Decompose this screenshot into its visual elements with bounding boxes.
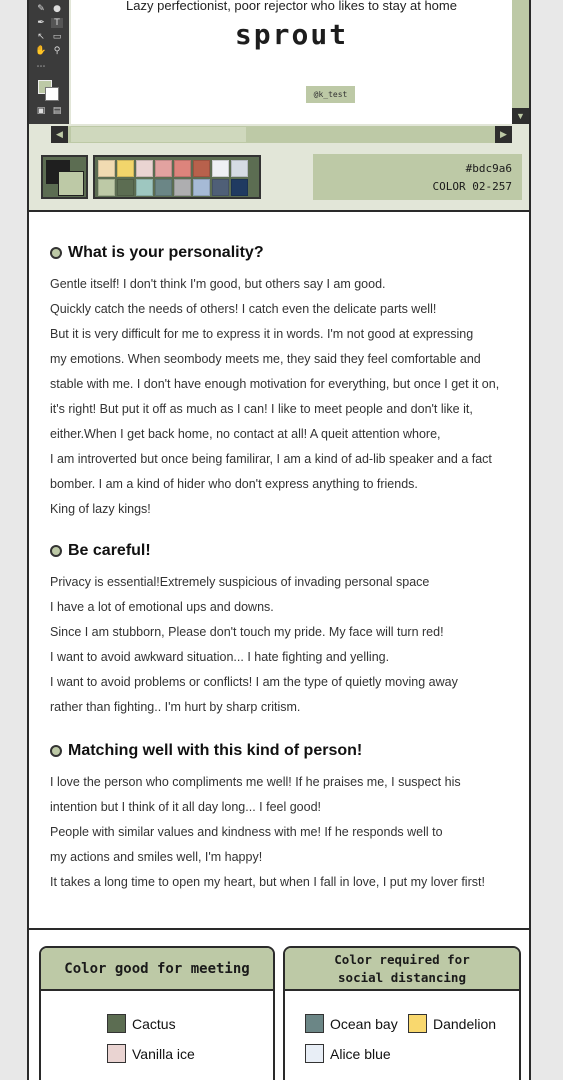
section-matching <box>50 738 520 895</box>
color-name: Alice blue <box>330 1045 391 1062</box>
scroll-left-icon[interactable]: ◀ <box>51 126 68 143</box>
palette-swatch[interactable] <box>98 179 115 196</box>
brush-icon[interactable]: ● <box>53 4 61 14</box>
color-item <box>107 1014 176 1033</box>
text-line: Gentle itself! I don't think I'm good, but others say I am good. <box>50 277 386 291</box>
palette-swatch[interactable] <box>117 160 134 177</box>
color-name: Vanilla ice <box>132 1045 195 1062</box>
vertical-scrollbar[interactable] <box>512 0 529 124</box>
scroll-down-icon[interactable]: ▼ <box>512 108 529 124</box>
text-line: I want to avoid problems or conflicts! I am the type of quietly moving away <box>50 675 458 689</box>
color-item <box>408 1014 496 1033</box>
palette-swatch[interactable] <box>212 160 229 177</box>
section-be-careful <box>50 538 520 720</box>
text-line: People with similar values and kindness with me! If he responds well to <box>50 825 443 839</box>
zoom-icon[interactable]: ⚲ <box>53 46 61 56</box>
rect-icon[interactable]: ▭ <box>52 32 62 42</box>
screen-mode-icon[interactable]: ▤ <box>52 106 62 116</box>
color-name: Ocean bay <box>330 1015 398 1032</box>
section-title: Be careful! <box>68 542 151 559</box>
text-line: I love the person who compliments me well! If he praises me, I suspect his <box>50 775 461 789</box>
card-title-line: Color required for <box>334 951 470 967</box>
text-line: bomber. I am a kind of hider who don't express anything to friends. <box>50 477 418 491</box>
horizontal-scrollbar[interactable] <box>51 126 512 143</box>
card-distancing-colors <box>283 946 521 1080</box>
text-line: either.When I get back home, no contact at all! A queit attention whore, <box>50 427 441 441</box>
editor-panel <box>29 0 529 212</box>
toolbox <box>29 0 69 124</box>
text-line: I have a lot of emotional ups and downs. <box>50 600 274 614</box>
palette-swatch[interactable] <box>193 179 210 196</box>
palette-swatch[interactable] <box>155 160 172 177</box>
color-name: Dandelion <box>433 1015 497 1032</box>
color-code: COLOR 02-257 <box>432 180 512 193</box>
text-line: Quickly catch the needs of others! I catch even the delicate parts well! <box>50 302 437 316</box>
text-line: my emotions. When seombody meets me, they said they feel comfortable and <box>50 352 481 366</box>
color-hex: #bdc9a6 <box>465 162 512 175</box>
palette-swatch[interactable] <box>98 160 115 177</box>
palette-swatch[interactable] <box>117 179 134 196</box>
palette-swatch[interactable] <box>231 160 248 177</box>
eyedropper-icon[interactable]: ✎ <box>37 4 45 14</box>
card-good-colors <box>39 946 275 1080</box>
pen-icon[interactable]: ✒ <box>37 18 45 28</box>
color-swatch <box>408 1014 427 1033</box>
current-background-swatch[interactable] <box>58 171 84 196</box>
scroll-thumb[interactable] <box>71 127 246 142</box>
text-line: It takes a long time to open my heart, but when I fall in love, I put my lover first! <box>50 875 485 889</box>
color-swatch <box>305 1014 324 1033</box>
palette-swatch[interactable] <box>231 179 248 196</box>
canvas-title: sprout <box>234 18 349 51</box>
handle-badge: @k_test <box>306 86 355 103</box>
text-line: But it is very difficult for me to express it in words. I'm not good at expressing <box>50 327 474 341</box>
text-icon[interactable]: T <box>51 18 63 28</box>
color-swatch <box>305 1044 324 1063</box>
canvas <box>71 0 512 124</box>
text-line: intention but I think of it all day long... I feel good! <box>50 800 322 814</box>
scroll-right-icon[interactable]: ▶ <box>495 126 512 143</box>
text-line: Since I am stubborn, Please don't touch my pride. My face will turn red! <box>50 625 444 639</box>
bullet-dot-icon <box>50 545 62 557</box>
mask-icon[interactable]: ▣ <box>36 106 46 116</box>
color-palette <box>93 155 261 199</box>
color-item <box>107 1044 195 1063</box>
palette-swatch[interactable] <box>212 179 229 196</box>
card-title: Color good for meeting <box>41 948 273 991</box>
palette-swatch[interactable] <box>136 160 153 177</box>
color-name: Cactus <box>132 1015 176 1032</box>
profile-frame <box>27 0 531 1080</box>
text-line: rather than fighting.. I'm hurt by sharp critism. <box>50 700 301 714</box>
text-line: Privacy is essential!Extremely suspicious of invading personal space <box>50 575 430 589</box>
section-title: What is your personality? <box>68 244 264 261</box>
color-swatch <box>107 1044 126 1063</box>
text-line: King of lazy kings! <box>50 502 151 516</box>
palette-swatch[interactable] <box>136 179 153 196</box>
text-line: stable with me. I don't have enough motivation for everything, but once I get it on, <box>50 377 500 391</box>
text-line: my actions and smiles well, I'm happy! <box>50 850 263 864</box>
card-title-line: social distancing <box>338 969 466 985</box>
bullet-dot-icon <box>50 745 62 757</box>
color-swatch <box>107 1014 126 1033</box>
color-info-panel <box>313 154 522 200</box>
bullet-dot-icon <box>50 247 62 259</box>
card-title <box>285 948 519 991</box>
palette-swatch[interactable] <box>174 160 191 177</box>
canvas-subtitle: Lazy perfectionist, poor rejector who likes to stay at home <box>126 0 457 13</box>
select-icon[interactable]: ↖ <box>37 32 45 42</box>
current-colors[interactable] <box>41 155 88 199</box>
text-line: I am introverted but once being familirar, I am a kind of ad-lib speaker and a fact <box>50 452 492 466</box>
section-personality <box>50 240 520 522</box>
palette-swatch[interactable] <box>155 179 172 196</box>
text-line: it's right! But put it off as much as I can! I like to meet people and don't like it, <box>50 402 473 416</box>
divider <box>29 928 529 930</box>
hand-icon[interactable]: ✋ <box>35 46 47 56</box>
palette-swatch[interactable] <box>193 160 210 177</box>
text-line: I want to avoid awkward situation... I hate fighting and yelling. <box>50 650 390 664</box>
more-icon[interactable]: ⋯ <box>36 62 46 72</box>
color-item <box>305 1014 398 1033</box>
color-item <box>305 1044 391 1063</box>
background-color-swatch[interactable] <box>45 87 59 101</box>
palette-swatch[interactable] <box>174 179 191 196</box>
section-title: Matching well with this kind of person! <box>68 742 363 759</box>
